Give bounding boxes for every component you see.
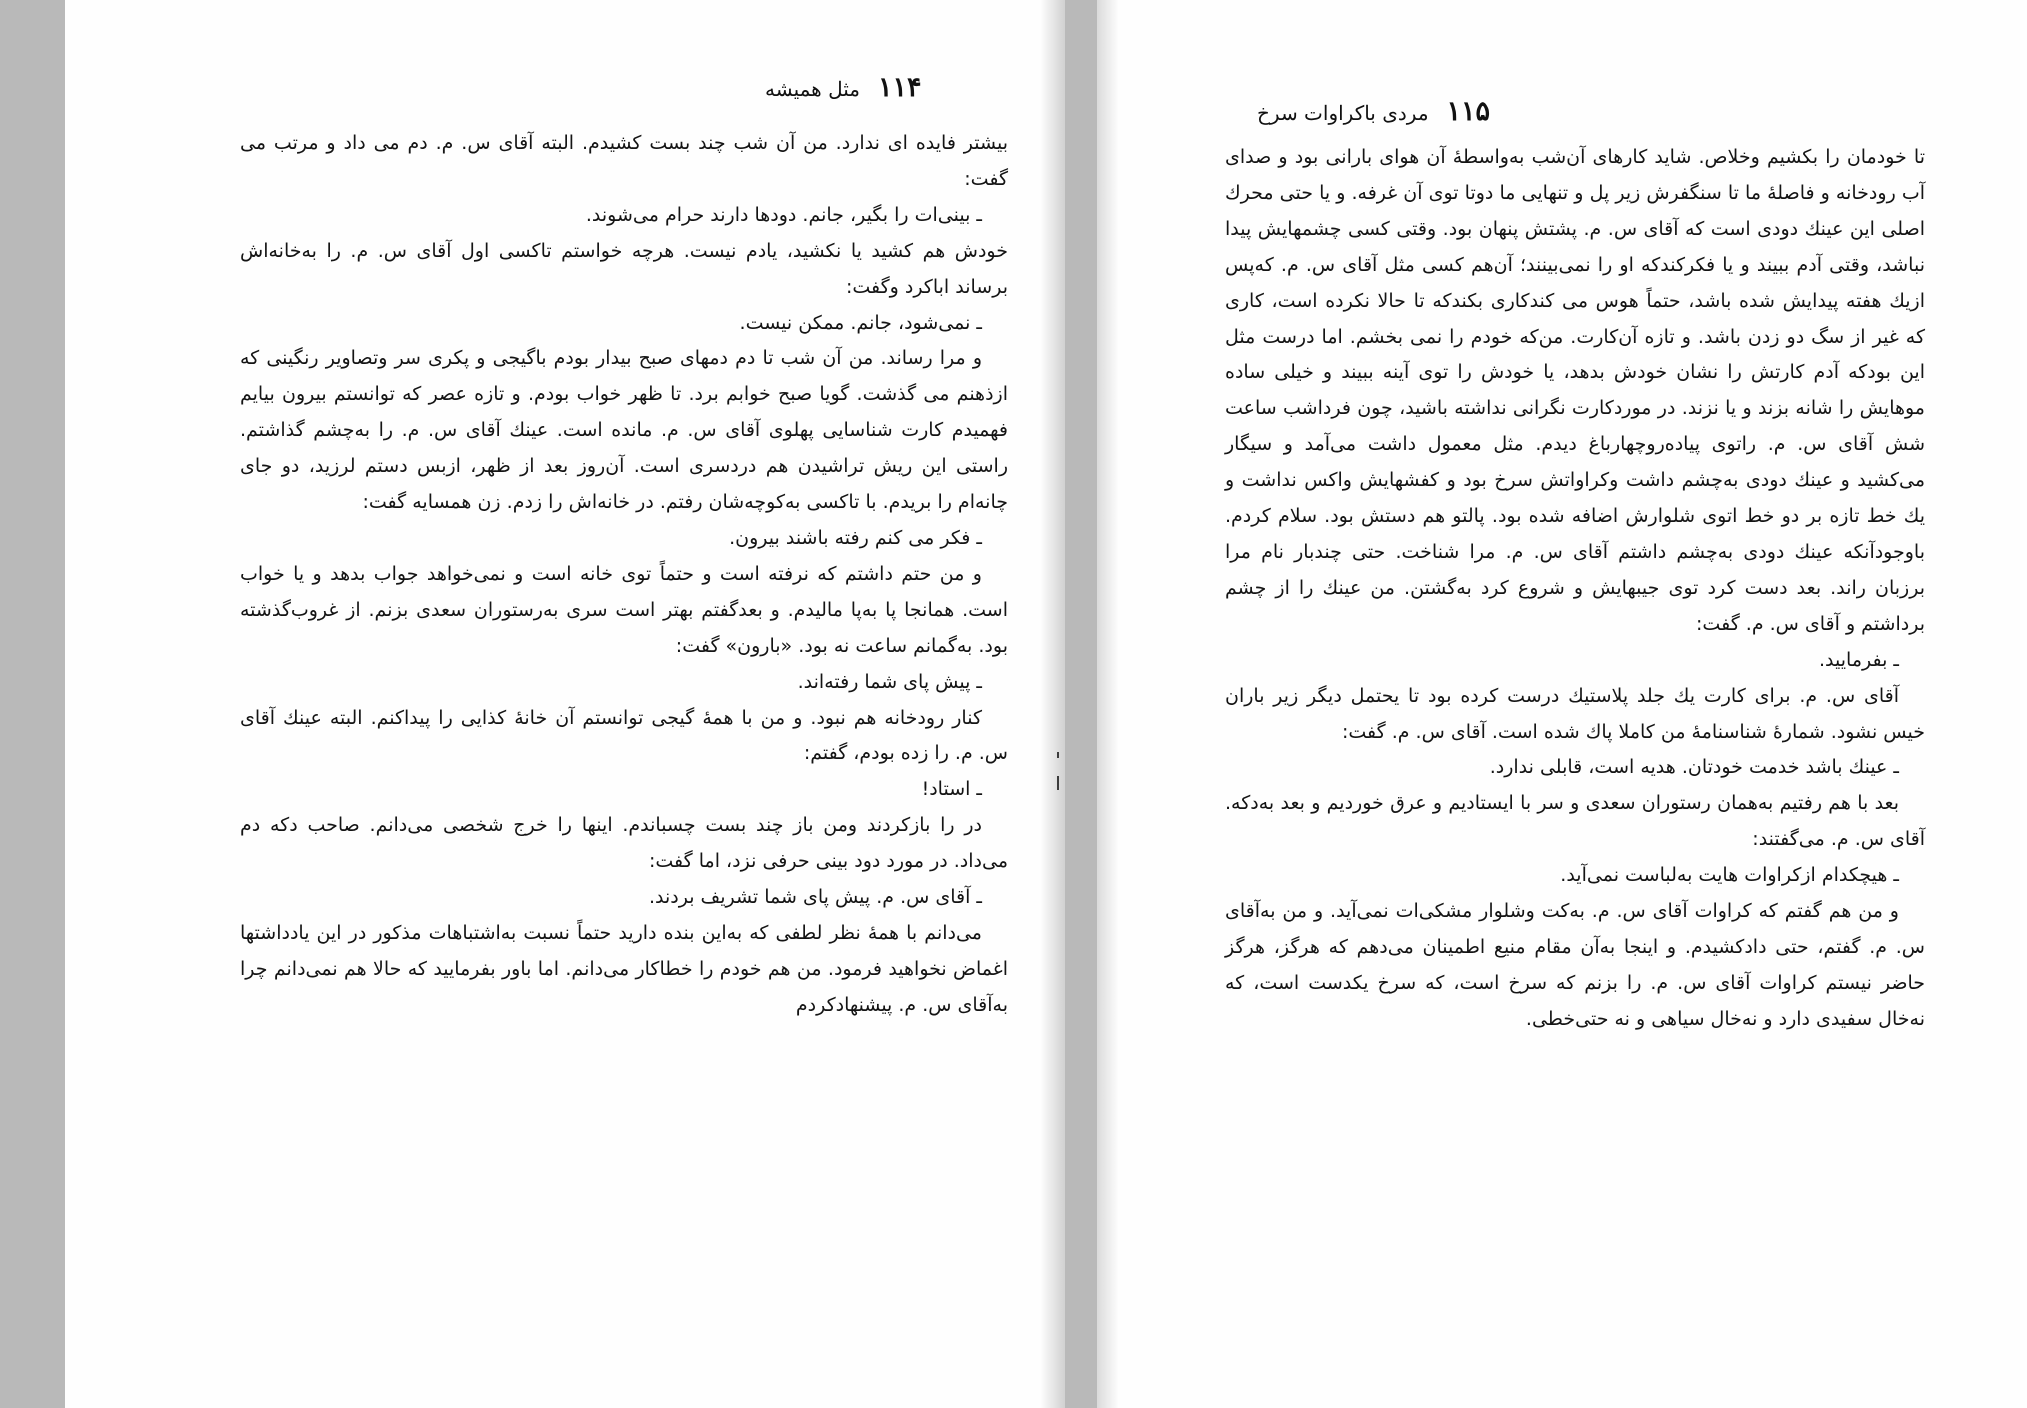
left-page-header <box>765 72 921 103</box>
paragraph: تا خودمان را بکشیم وخلاص. شاید کارهای آن‌شب به‌واسطهٔ آن هوای بارانی بود و صدای آب رودخانه و فاصلهٔ ما تا سنگفرش زیر پل و تنهایی ما دوتا توی آن غرفه. و یا حتی محرك اصلی این عینك دودی است که آقای س. م. پشتش پنهان بود. وقتی کسی چشمهایش پیدا نباشد، وقتی آدم ببیند و یا فکرکندکه او را نمی‌بینند؛ آن‌هم کسی مثل آقای س. م. که‌پس ازیك هفته پیدایش شده باشد، حتماً هوس می کندکاری بکندکه تا حالا نکرده است، کاری که غیر از سگ دو زدن باشد. و تازه آن‌کارت. من‌که خودم را نمی بخشم. اما درست مثل این بودکه آدم کارتش را نشان خودش بدهد، یا خودش را توی آینه ببیند و خیلی ساده موهایش را شانه بزند و یا نزند. در موردکارت نگرانی نداشته باشید، چون فرداشب ساعت شش آقای س. م. راتوی پیاده‌روچهارباغ دیدم. مثل معمول داشت می‌آمد و سیگار می‌کشید و عینك دودی به‌چشم داشت وکراواتش سرخ بود و کفشهایش واکس نداشت و یك خط تازه بر دو خط اتوی شلوارش اضافه شده بود. پالتو هم دستش بود. سلام کردم. باوجودآنکه عینك دودی به‌چشم داشتم آقای س. م. مرا شناخت. حتی چندبار نام مرا برزبان راند. بعد دست کرد توی جیبهایش و شروع کرد به‌گشتن. من عینك را از چشم برداشتم و آقای س. م. گفت: <box>1225 146 1925 635</box>
dialogue-line: ـ فکر می کنم رفته باشند بیرون. <box>729 526 982 549</box>
dialogue-line: ـ نمی‌شود، جانم. ممکن نیست. <box>739 311 982 334</box>
paragraph: و مرا رساند. من آن شب تا دم دمهای صبح بیدار بودم باگیجی و پکری سر وتصاویر رنگینی که ازذهنم می گذشت. گویا صبح خوابم برد. تا ظهر خواب بودم. و تازه عصر که توانستم بیرون بیایم فهمیدم کارت شناسایی پهلوی آقای س. م. مانده است. عینك آقای س. م. را به‌چشم گذاشتم. راستی این ریش تراشیدن هم دردسری است. آن‌روز بعد از ظهر، ازبس دستم لرزید، دو جای چانه‌ام را بریدم. با تاکسی به‌کوچه‌شان رفتم. در خانه‌اش را زدم. زن همسایه گفت: <box>240 347 1008 514</box>
page-number: ۱۱۴ <box>877 72 922 103</box>
paragraph: کنار رودخانه هم نبود. و من با همهٔ گیجی توانستم آن خانهٔ کذایی را پیداکنم. البته عینك آقای س. م. را زده بودم، گفتم: <box>240 706 1008 765</box>
right-page-header <box>1257 96 1490 127</box>
gutter-shadow-left <box>1040 0 1065 1408</box>
paragraph: می‌دانم با همهٔ نظر لطفی که به‌این بنده دارید حتماً نسبت به‌اشتباهات مذکور در این یادداشتها اغماض نخواهید فرمود. من هم خودم را خطاکار می‌دانم. اما باور بفرمایید که حالا هم نمی‌دانم چرا به‌آقای س. م. پیشنهادکردم <box>240 921 1008 1016</box>
dialogue-line: ـ عینك باشد خدمت خودتان. هدیه است، قابلی ندارد. <box>1489 756 1899 779</box>
dialogue-line: ـ آقای س. م. پیش پای شما تشریف بردند. <box>648 886 982 909</box>
left-page <box>65 0 1065 1408</box>
paragraph: بعد با هم رفتیم به‌همان رستوران سعدی و سر با ایستادیم و عرق خوردیم و بعد به‌دکه. آقای س. م. می‌گفتند: <box>1225 792 1925 851</box>
paragraph: خودش هم کشید یا نکشید، یادم نیست. هرچه خواستم تاکسی اول آقای س. م. را به‌خانه‌اش برساند اباکرد وگفت: <box>240 239 1008 298</box>
dialogue-line: ـ هیچکدام ازکراوات هایت به‌لباست نمی‌آید. <box>1560 864 1899 887</box>
right-page <box>1097 0 2027 1408</box>
paragraph: آقای س. م. برای کارت یك جلد پلاستیك درست کرده بود تا یحتمل دیگر زیر باران خیس نشود. شمارهٔ شناسنامهٔ من کاملا پاك شده است. آقای س. م. گفت: <box>1225 684 1925 743</box>
paragraph: و من هم گفتم که کراوات آقای س. م. به‌کت وشلوار مشکی‌ات نمی‌آید. و من به‌آقای س. م. گفتم، حتی دادکشیدم. و اینجا به‌آن مقام منیع اطمینان می‌دهم که هرگز، هرگز حاضر نیستم کراوات آقای س. م. را بزنم که سرخ است، که سرخ یکدست است، که نه‌خال سفیدی دارد و نه‌خال سیاهی و نه حتی‌خطی. <box>1225 900 1925 1030</box>
running-title: مثل همیشه <box>765 77 860 101</box>
paragraph: بیشتر فایده ای ندارد. من آن شب چند بست کشیدم. البته آقای س. م. دم می داد و مرتب می گفت: <box>240 132 1008 190</box>
dialogue-line: ـ پیش پای شما رفته‌اند. <box>797 670 982 693</box>
right-page-body <box>1225 140 1925 1038</box>
dialogue-line: ـ استاد! <box>921 778 982 801</box>
gutter-shadow-right <box>1097 0 1119 1408</box>
paragraph: و من حتم داشتم که نرفته است و حتماً توی خانه است و نمی‌خواهد جواب بدهد و یا خواب است. همانجا پا به‌پا مالیدم. و بعدگفتم بهتر است سری به‌رستوران سعدی بزنم. از غروب‌گذشته بود. به‌گمانم ساعت نه بود. «بارون» گفت: <box>240 562 1008 657</box>
running-title: مردی باکراوات سرخ <box>1257 101 1429 125</box>
dialogue-line: ـ بفرمایید. <box>1819 648 1899 671</box>
page-number: ۱۱۵ <box>1446 96 1491 127</box>
paragraph: در را بازکردند ومن باز چند بست چسباندم. اینها را خرج شخصی می‌دانم. صاحب دکه دم می‌داد. در مورد دود بینی حرفی نزد، اما گفت: <box>240 814 1008 873</box>
left-page-body <box>240 126 1008 1024</box>
dialogue-line: ـ بینی‌ات را بگیر، جانم. دودها دارند حرام می‌شوند. <box>585 203 982 226</box>
